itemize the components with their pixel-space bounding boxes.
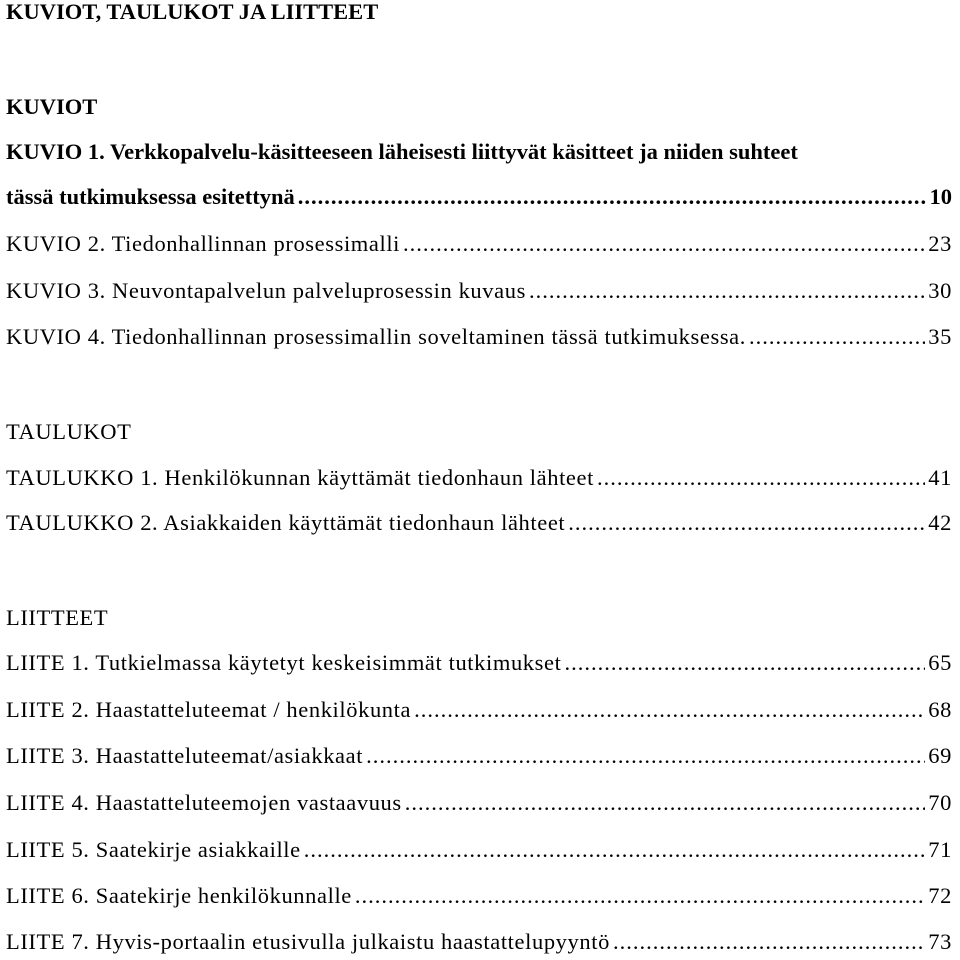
- toc-entry-text: KUVIO 2. Tiedonhallinnan prosessimalli: [6, 231, 401, 256]
- toc-page-number: 42: [928, 510, 952, 535]
- toc-entry-text: TAULUKKO 1. Henkilökunnan käyttämät tiedonhaun lähteet: [6, 465, 594, 490]
- taulukko-2-entry[interactable]: [6, 508, 952, 538]
- toc-leader-dots: [403, 229, 925, 259]
- kuvio-1-entry[interactable]: [6, 182, 952, 212]
- kuviot-heading: KUVIOT: [6, 94, 98, 119]
- toc-page-number: 35: [928, 324, 952, 349]
- taulukko-1-entry[interactable]: [6, 463, 952, 493]
- liite-4-entry[interactable]: [6, 788, 952, 818]
- kuvio-2-entry[interactable]: [6, 229, 952, 259]
- toc-entry-text: LIITE 2. Haastatteluteemat / henkilökunta: [6, 697, 412, 722]
- toc-page-number: 10: [929, 184, 952, 209]
- toc-leader-dots: [366, 741, 925, 771]
- toc-leader-dots: [304, 835, 926, 865]
- liite-1-entry[interactable]: [6, 648, 952, 678]
- kuvio-1-line1[interactable]: KUVIO 1. Verkkopalvelu-käsitteeseen läheisesti liittyvät käsitteet ja niiden suhteet: [6, 139, 798, 164]
- page-title: KUVIOT, TAULUKOT JA LIITTEET: [6, 0, 379, 24]
- toc-entry-text: LIITE 7. Hyvis-portaalin etusivulla julkaistu haastattelupyyntö: [6, 929, 610, 954]
- toc-page-number: 73: [928, 929, 952, 954]
- liite-2-entry[interactable]: [6, 695, 952, 725]
- toc-page-number: 41: [928, 465, 952, 490]
- toc-page-number: 72: [928, 883, 952, 908]
- toc-leader-dots: [414, 695, 925, 725]
- liitteet-heading: LIITTEET: [6, 605, 109, 630]
- toc-entry-text: KUVIO 4. Tiedonhallinnan prosessimallin soveltaminen tässä tutkimuksessa.: [6, 324, 746, 349]
- toc-entry-text: LIITE 6. Saatekirje henkilökunnalle: [6, 883, 352, 908]
- toc-entry-text: tässä tutkimuksessa esitettynä: [6, 184, 295, 209]
- toc-entry-text: LIITE 3. Haastatteluteemat/asiakkaat: [6, 743, 364, 768]
- toc-page-number: 70: [928, 790, 952, 815]
- toc-leader-dots: [568, 508, 925, 538]
- toc-leader-dots: [298, 182, 927, 212]
- toc-entry-text: LIITE 5. Saatekirje asiakkaille: [6, 837, 301, 862]
- toc-leader-dots: [564, 648, 925, 678]
- toc-entry-text: LIITE 4. Haastatteluteemojen vastaavuus: [6, 790, 402, 815]
- toc-page-number: 30: [928, 278, 952, 303]
- toc-page-number: 71: [928, 837, 952, 862]
- liite-5-entry[interactable]: [6, 835, 952, 865]
- toc-page-number: 68: [928, 697, 952, 722]
- toc-leader-dots: [597, 463, 925, 493]
- toc-page-number: 23: [928, 231, 952, 256]
- taulukot-heading: TAULUKOT: [6, 419, 132, 444]
- kuvio-3-entry[interactable]: [6, 276, 952, 306]
- liite-3-entry[interactable]: [6, 741, 952, 771]
- toc-page-number: 69: [928, 743, 952, 768]
- toc-leader-dots: [405, 788, 926, 818]
- liite-7-entry[interactable]: [6, 927, 952, 957]
- toc-page-number: 65: [928, 650, 952, 675]
- toc-entry-text: KUVIO 3. Neuvontapalvelun palveluprosessin kuvaus: [6, 278, 526, 303]
- liite-6-entry[interactable]: [6, 881, 952, 911]
- toc-leader-dots: [355, 881, 925, 911]
- toc-leader-dots: [749, 322, 925, 352]
- toc-leader-dots: [529, 276, 925, 306]
- kuvio-4-entry[interactable]: [6, 322, 952, 352]
- toc-entry-text: TAULUKKO 2. Asiakkaiden käyttämät tiedonhaun lähteet: [6, 510, 566, 535]
- toc-entry-text: LIITE 1. Tutkielmassa käytetyt keskeisimmät tutkimukset: [6, 650, 562, 675]
- toc-leader-dots: [613, 927, 925, 957]
